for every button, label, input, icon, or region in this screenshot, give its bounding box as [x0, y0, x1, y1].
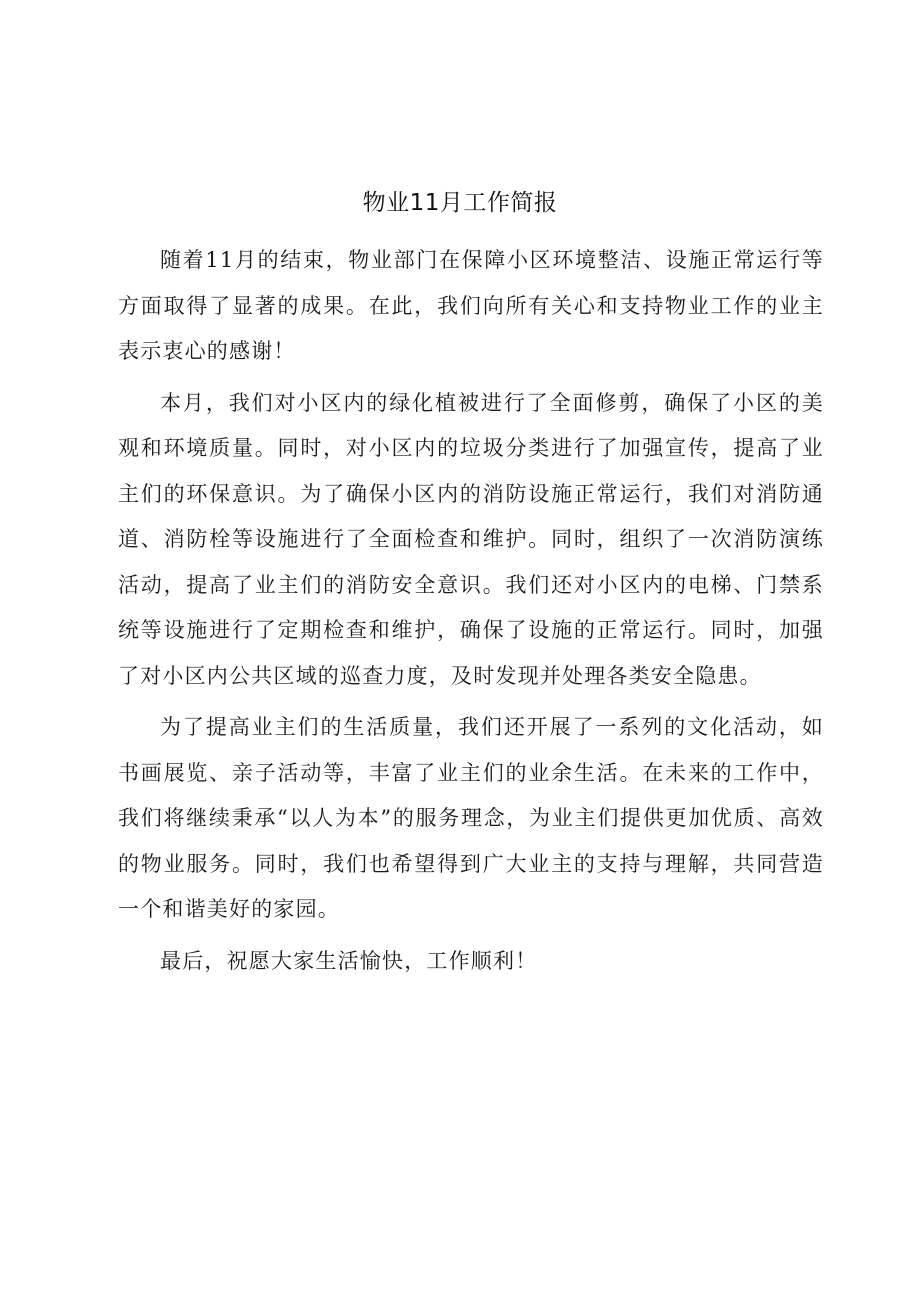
- paragraph-work-summary: 本月，我们对小区内的绿化植被进行了全面修剪，确保了小区的美观和环境质量。同时，对小区内的垃圾分类进行了加强宣传，提高了业主们的环保意识。为了确保小区内的消防设施正常运行，我们对消防通道、消防栓等设施进行了全面检查和维护。同时，组织了一次消防演练活动，提高了业主们的消防安全意识。我们还对小区内的电梯、门禁系统等设施进行了定期检查和维护，确保了设施的正常运行。同时，加强了对小区内公共区域的巡查力度，及时发现并处理各类安全隐患。: [118, 390, 824, 688]
- document-body: [118, 238, 824, 990]
- paragraph-intro: 随着11月的结束，物业部门在保障小区环境整洁、设施正常运行等方面取得了显著的成果。在此，我们向所有关心和支持物业工作的业主表示衷心的感谢！: [118, 248, 824, 363]
- document-title: 物业11月工作简报: [362, 190, 558, 216]
- paragraph-closing-wishes: 最后，祝愿大家生活愉快，工作顺利！: [160, 948, 538, 973]
- paragraph-culture-activities: 为了提高业主们的生活质量，我们还开展了一系列的文化活动，如书画展览、亲子活动等，丰富了业主们的业余生活。在未来的工作中，我们将继续秉承“以人为本”的服务理念，为业主们提供更加优质、高效的物业服务。同时，我们也希望得到广大业主的支持与理解，共同营造一个和谐美好的家园。: [118, 715, 824, 921]
